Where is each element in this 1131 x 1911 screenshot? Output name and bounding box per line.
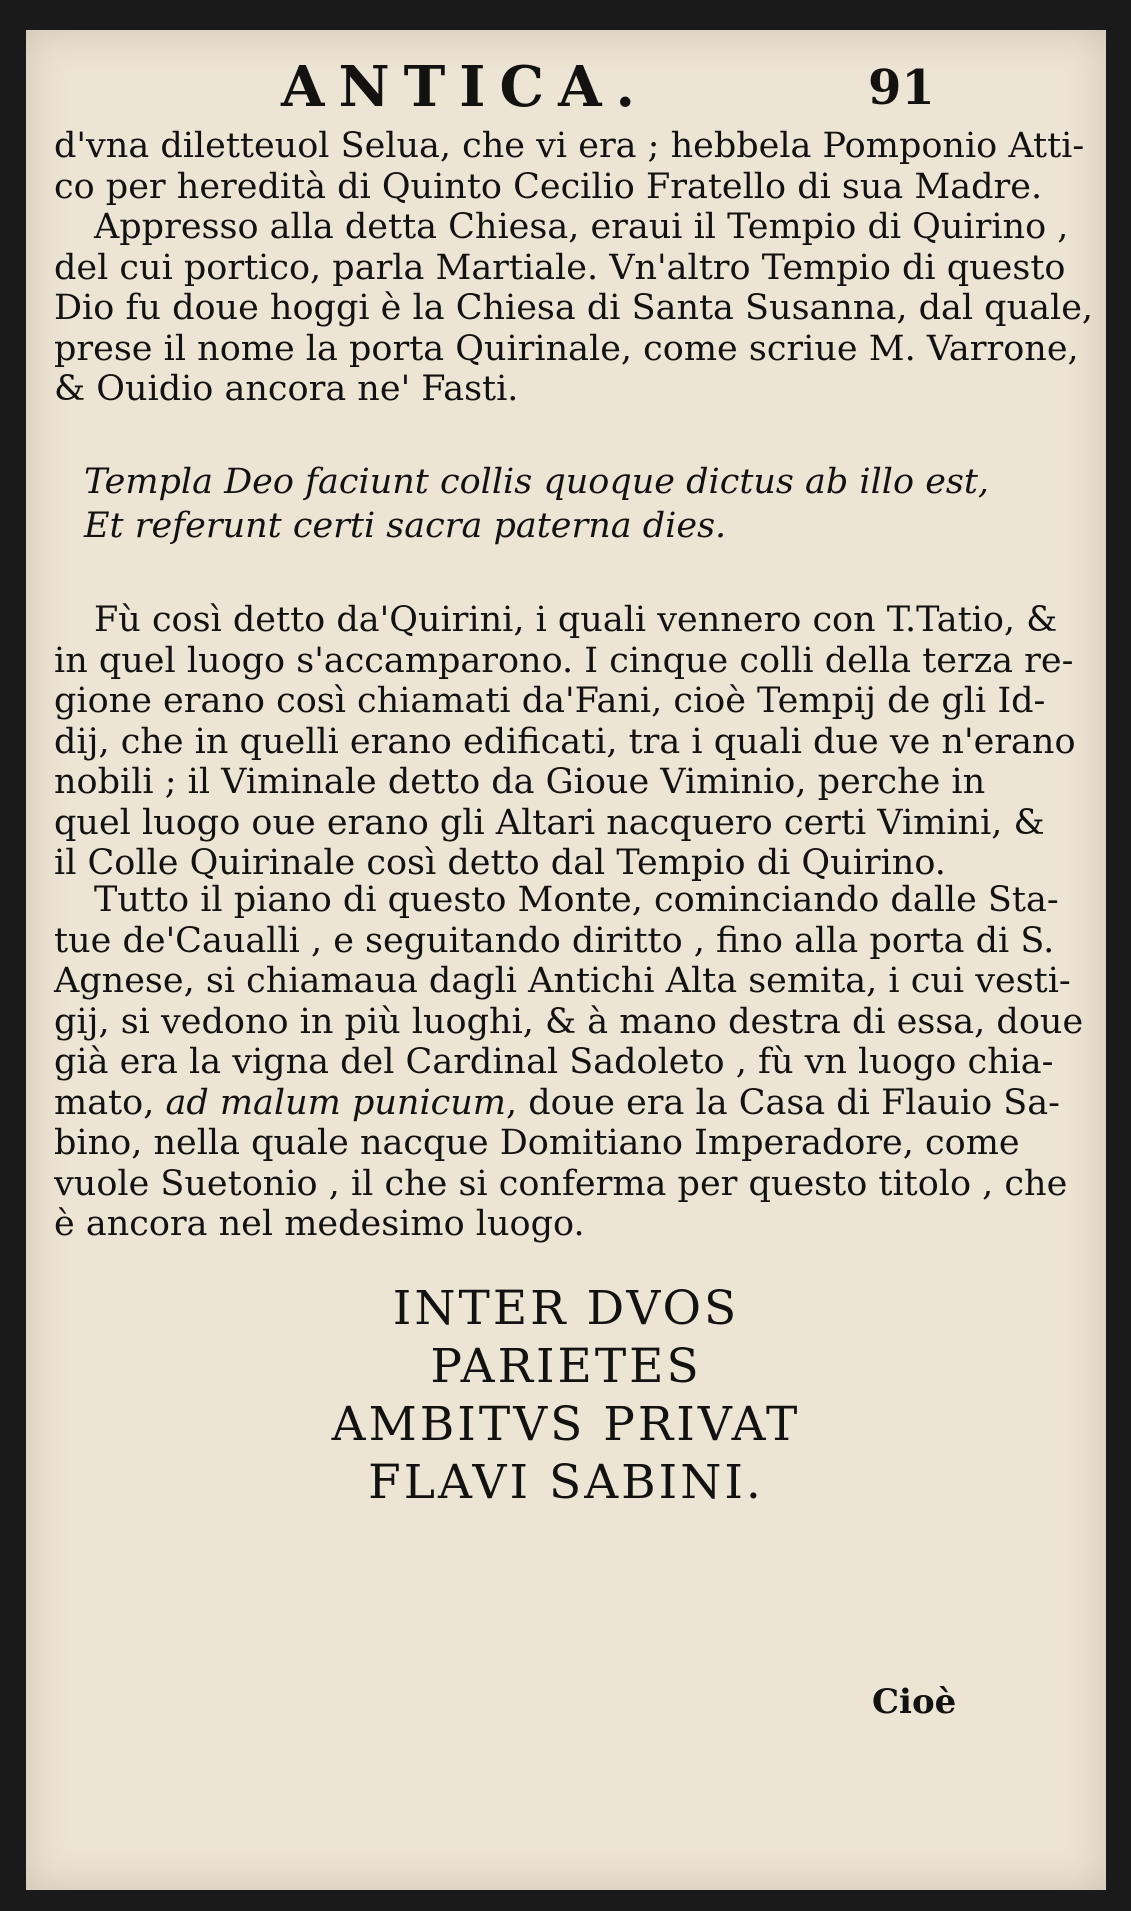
book-page xyxy=(26,30,1106,1890)
text-line: co per heredità di Quinto Cecilio Fratello di sua Madre. xyxy=(54,166,1043,207)
text-line: già era la vigna del Cardinal Sadoleto , fù vn luogo chia- xyxy=(54,1042,1054,1082)
text-line: & Ouidio ancora ne' Fasti. xyxy=(54,369,519,409)
text-line: è ancora nel medesimo luogo. xyxy=(54,1204,585,1244)
text-line: il Colle Quirinale così detto dal Tempio di Quirino. xyxy=(54,843,946,883)
paragraph-1 xyxy=(54,126,1094,410)
page-number: 91 xyxy=(868,60,935,116)
verse-line: Templa Deo faciunt collis quoque dictus ab illo est, xyxy=(84,462,990,502)
inscription-line: AMBITVS PRIVAT xyxy=(331,1397,801,1452)
text-line: dij, che in quelli erano edificati, tra i quali due ve n'erano xyxy=(54,721,1076,762)
verse-quotation xyxy=(84,460,1024,548)
latin-inscription xyxy=(26,1280,1106,1512)
paragraph-3 xyxy=(54,880,1084,1245)
paragraph-2 xyxy=(54,600,1076,884)
verse-line: Et referunt certi sacra paterna dies. xyxy=(84,506,727,546)
text-fragment: , doue era la Casa di Flauio Sa- xyxy=(505,1082,1060,1123)
page-header xyxy=(26,54,1106,124)
text-line: tue de'Caualli , e seguitando diritto , fino alla porta di S. xyxy=(54,920,1055,961)
text-line: gione erano così chiamati da'Fani, cioè Tempij de gli Id- xyxy=(54,681,1046,721)
text-line: Tutto il piano di questo Monte, cominciando dalle Sta- xyxy=(94,880,1059,920)
text-line: Dio fu doue hoggi è la Chiesa di Santa Susanna, dal quale, xyxy=(54,288,1094,328)
text-line: nobili ; il Viminale detto da Gioue Viminio, perche in xyxy=(54,762,986,802)
text-line-with-italic xyxy=(54,1082,1060,1124)
catchword: Cioè xyxy=(872,1682,957,1722)
text-line: in quel luogo s'accamparono. I cinque colli della terza re- xyxy=(54,640,1074,681)
text-line: Appresso alla detta Chiesa, eraui il Tempio di Quirino , xyxy=(94,207,1069,247)
running-title: ANTICA. xyxy=(281,54,650,120)
text-line: quel luogo oue erano gli Altari nacquero certi Vimini, & xyxy=(54,802,1045,843)
italic-phrase: ad malum punicum xyxy=(165,1082,506,1123)
inscription-line: PARIETES xyxy=(430,1339,702,1394)
text-line: prese il nome la porta Quirinale, come scriue M. Varrone, xyxy=(54,328,1079,369)
text-line: Agnese, si chiamaua dagli Antichi Alta semita, i cui vesti- xyxy=(54,961,1071,1001)
inscription-line: INTER DVOS xyxy=(392,1281,740,1336)
text-line: Fù così detto da'Quirini, i quali vennero con T.Tatio, & xyxy=(94,600,1058,640)
text-line: vuole Suetonio , il che si conferma per questo titolo , che xyxy=(54,1163,1068,1204)
inscription-line: FLAVI SABINI. xyxy=(368,1455,764,1510)
text-line: del cui portico, parla Martiale. Vn'altro Tempio di questo xyxy=(54,247,1066,288)
text-line: d'vna diletteuol Selua, che vi era ; hebbela Pomponio Atti- xyxy=(54,126,1085,166)
text-line: gij, si vedono in più luoghi, & à mano destra di essa, doue xyxy=(54,1001,1084,1042)
text-fragment: mato, xyxy=(54,1082,166,1123)
text-line: bino, nella quale nacque Domitiano Imperadore, come xyxy=(54,1123,1020,1163)
